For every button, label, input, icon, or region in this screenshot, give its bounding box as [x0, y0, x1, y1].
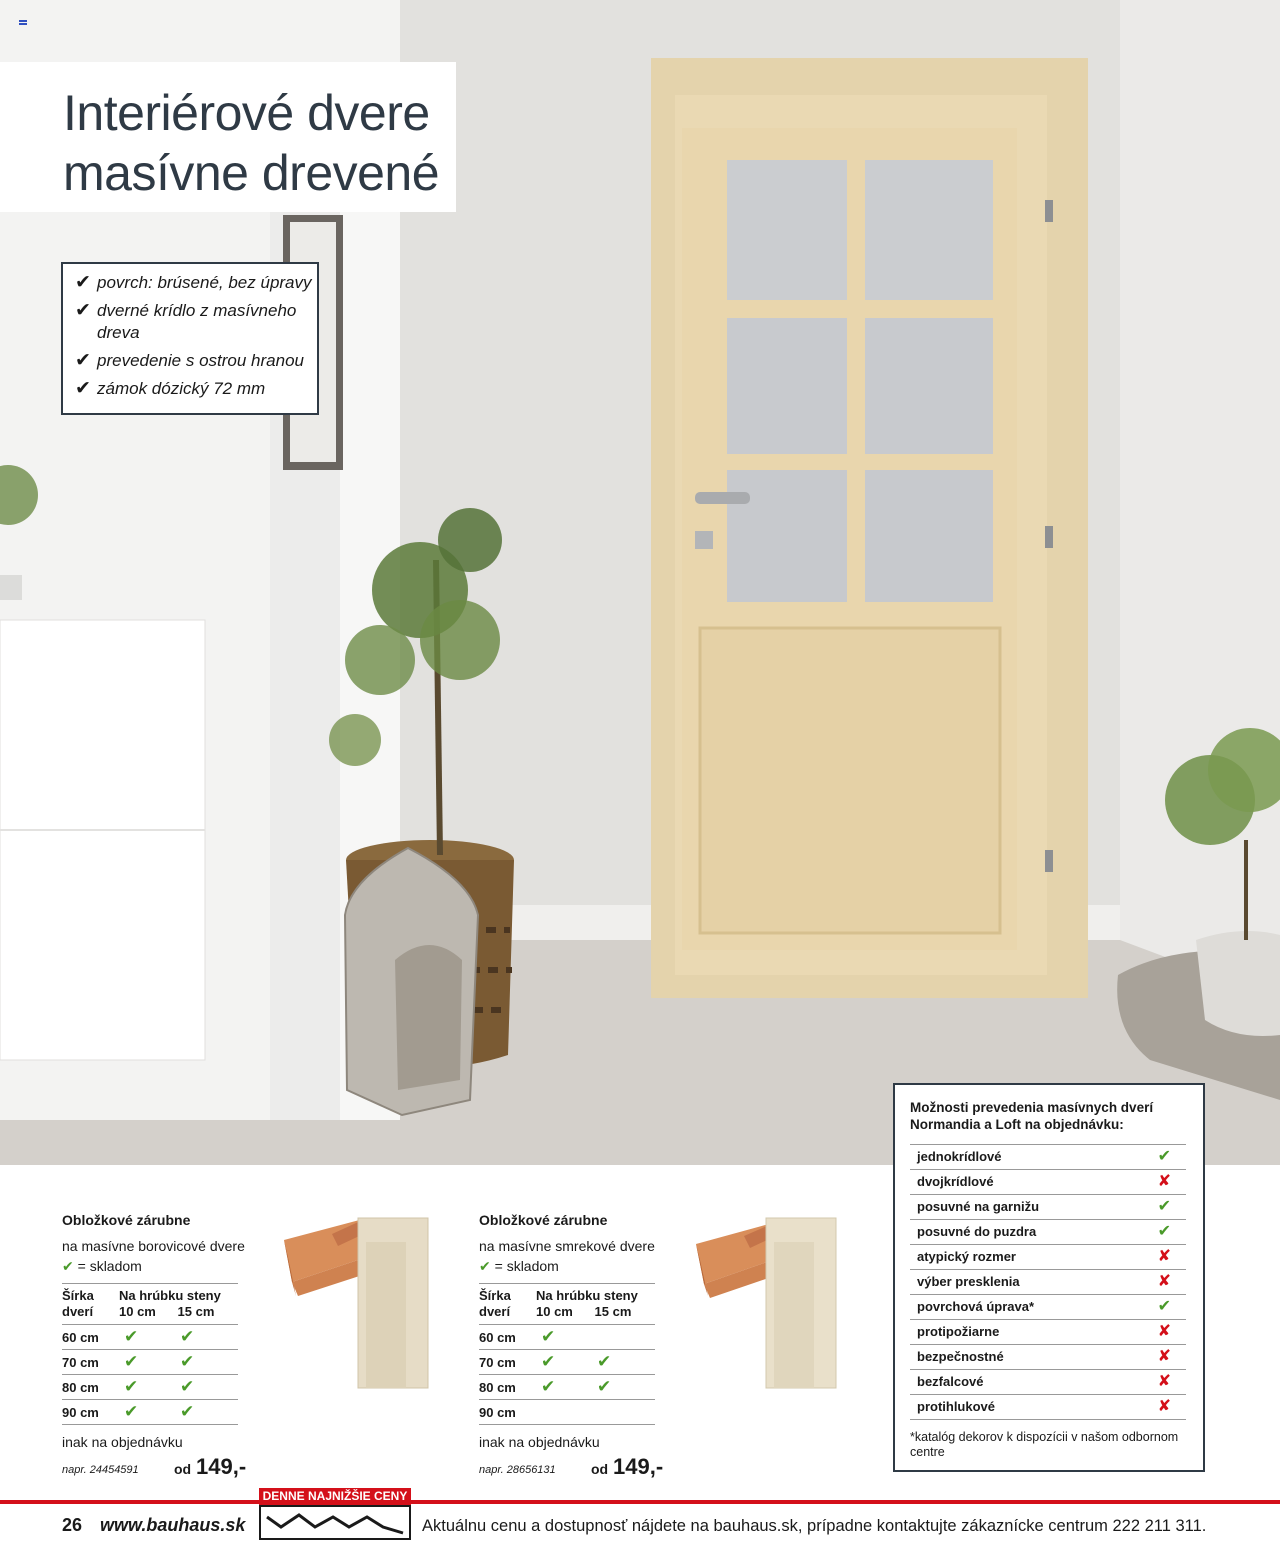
- cross-icon: ✘: [1157, 1348, 1171, 1365]
- cross-icon: ✘: [1157, 1173, 1171, 1190]
- cross-icon: ✘: [1157, 1373, 1171, 1390]
- feature-text: zámok dózický 72 mm: [97, 379, 266, 398]
- product-subtitle: na masívne smrekové dvere: [479, 1238, 655, 1254]
- option-row: [910, 1220, 1186, 1245]
- option-label: výber presklenia: [917, 1274, 1020, 1289]
- size-cell: 80 cm: [62, 1379, 99, 1395]
- thickness-10: 10 cm: [536, 1304, 573, 1319]
- options-heading: Možnosti prevedenia masívnych dverí Normandia a Loft na objednávku:: [910, 1100, 1154, 1132]
- feature-list: [61, 262, 319, 415]
- stock-legend: [479, 1258, 669, 1275]
- price-prefix: od: [591, 1461, 609, 1477]
- check-icon: ✔: [1157, 1298, 1171, 1315]
- check-icon: ✔: [1157, 1223, 1171, 1240]
- cross-icon: ✘: [1157, 1248, 1171, 1265]
- price-line: [479, 1456, 669, 1480]
- price: 149,-: [613, 1454, 664, 1479]
- option-row: [910, 1245, 1186, 1270]
- product-subtitle: na masívne borovicové dvere: [62, 1238, 245, 1254]
- website-link[interactable]: www.bauhaus.sk: [100, 1515, 246, 1535]
- check-icon: ✔: [124, 1327, 139, 1346]
- table-row: [62, 1375, 238, 1400]
- product-title: Obložkové zárubne: [479, 1212, 608, 1228]
- table-row: [62, 1400, 238, 1425]
- lowest-price-badge: [259, 1488, 411, 1540]
- options-box: [893, 1083, 1205, 1472]
- size-cell: 70 cm: [62, 1354, 99, 1370]
- option-row: [910, 1295, 1186, 1320]
- page-title-line-2: masívne drevené: [63, 145, 440, 201]
- price-trend-icon: [259, 1505, 411, 1540]
- check-icon: ✔: [180, 1377, 195, 1396]
- table-row: [479, 1350, 655, 1375]
- option-label: bezpečnostné: [917, 1349, 1004, 1364]
- feature-item: [75, 378, 317, 400]
- check-icon: ✔: [124, 1352, 139, 1371]
- price: 149,-: [196, 1454, 247, 1479]
- option-label: posuvné na garnižu: [917, 1199, 1040, 1214]
- badge-label: DENNE NAJNIŽŠIE CENY: [259, 1488, 411, 1505]
- product-block-pine: [62, 1212, 252, 1480]
- option-label: bezfalcové: [917, 1374, 984, 1389]
- check-icon: ✔: [541, 1327, 556, 1346]
- check-icon: ✔: [75, 350, 91, 371]
- check-icon: ✔: [597, 1352, 612, 1371]
- thickness-title: Na hrúbku steny: [536, 1288, 638, 1303]
- check-icon: ✔: [541, 1377, 556, 1396]
- table-row: [62, 1350, 238, 1375]
- check-icon: ✔: [180, 1327, 195, 1346]
- size-table: [479, 1283, 655, 1425]
- table-header: [479, 1284, 655, 1325]
- check-icon: ✔: [75, 378, 91, 399]
- check-icon: ✔: [75, 300, 91, 321]
- page-title-line-1: Interiérové dvere: [63, 85, 430, 141]
- check-icon: ✔: [597, 1377, 612, 1396]
- table-row: [62, 1325, 238, 1350]
- thickness-15: 15 cm: [177, 1304, 215, 1319]
- size-cell: 70 cm: [479, 1354, 516, 1370]
- options-footnote: *katalóg dekorov k dispozícii v našom odbornom centre: [910, 1430, 1179, 1459]
- thickness-10: 10 cm: [119, 1304, 156, 1319]
- check-icon: ✔: [124, 1377, 139, 1396]
- option-row: [910, 1345, 1186, 1370]
- check-icon: ✔: [1157, 1148, 1171, 1165]
- check-icon: ✔: [479, 1258, 491, 1274]
- option-row: [910, 1145, 1186, 1170]
- feature-text: dverné krídlo z masívneho dreva: [97, 301, 297, 342]
- price-prefix: od: [174, 1461, 192, 1477]
- size-table: [62, 1283, 238, 1425]
- check-icon: ✔: [1157, 1198, 1171, 1215]
- feature-item: [75, 350, 317, 372]
- stock-label: = skladom: [494, 1258, 559, 1274]
- col-thickness-header: [119, 1288, 221, 1324]
- footer-info-text: Aktuálnu cenu a dostupnosť nájdete na bauhaus.sk, prípadne kontaktujte zákaznícke centrum 222 211 311.: [422, 1517, 1207, 1535]
- table-row: [479, 1400, 655, 1425]
- size-cell: 60 cm: [62, 1329, 99, 1345]
- feature-item: [75, 272, 317, 294]
- door-frame-image-spruce: [688, 1212, 848, 1397]
- feature-text: prevedenie s ostrou hranou: [97, 351, 304, 370]
- product-title: Obložkové zárubne: [62, 1212, 191, 1228]
- size-cell: 90 cm: [62, 1404, 99, 1420]
- option-row: [910, 1395, 1186, 1420]
- check-icon: ✔: [62, 1258, 74, 1274]
- check-icon: ✔: [180, 1352, 195, 1371]
- feature-item: [75, 300, 317, 344]
- option-label: atypický rozmer: [917, 1249, 1016, 1264]
- options-list: [910, 1144, 1186, 1420]
- check-icon: ✔: [180, 1402, 195, 1421]
- cross-icon: ✘: [1157, 1323, 1171, 1340]
- option-label: povrchová úprava*: [917, 1299, 1035, 1314]
- option-label: jednokrídlové: [917, 1149, 1002, 1164]
- article-number: napr. 24454591: [62, 1464, 139, 1476]
- size-cell: 60 cm: [479, 1329, 516, 1345]
- check-icon: ✔: [541, 1352, 556, 1371]
- stock-label: = skladom: [77, 1258, 142, 1274]
- check-icon: ✔: [124, 1402, 139, 1421]
- product-block-spruce: [479, 1212, 669, 1480]
- door-frame-image-pine: [272, 1212, 432, 1397]
- thickness-title: Na hrúbku steny: [119, 1288, 221, 1303]
- stock-legend: [62, 1258, 252, 1275]
- option-label: posuvné do puzdra: [917, 1224, 1037, 1239]
- option-row: [910, 1195, 1186, 1220]
- option-row: [910, 1270, 1186, 1295]
- order-note: inak na objednávku: [479, 1434, 600, 1450]
- page-number: 26: [62, 1515, 83, 1535]
- language-flag-icon: [19, 20, 27, 25]
- size-cell: 90 cm: [479, 1404, 516, 1420]
- thickness-15: 15 cm: [594, 1304, 632, 1319]
- col-thickness-header: [536, 1288, 638, 1324]
- option-row: [910, 1170, 1186, 1195]
- cross-icon: ✘: [1157, 1273, 1171, 1290]
- size-cell: 80 cm: [479, 1379, 516, 1395]
- table-row: [479, 1375, 655, 1400]
- table-row: [479, 1325, 655, 1350]
- cross-icon: ✘: [1157, 1398, 1171, 1415]
- price-line: [62, 1456, 252, 1480]
- col-width-header: Šírka dverí: [62, 1288, 94, 1319]
- title-box: [0, 62, 456, 212]
- footer-rule: [0, 1500, 1280, 1504]
- option-label: protihlukové: [917, 1399, 996, 1414]
- order-note: inak na objednávku: [62, 1434, 183, 1450]
- option-row: [910, 1370, 1186, 1395]
- col-width-header: Šírka dverí: [479, 1288, 511, 1319]
- option-label: protipožiarne: [917, 1324, 1000, 1339]
- feature-text: povrch: brúsené, bez úpravy: [97, 273, 312, 292]
- option-label: dvojkrídlové: [917, 1174, 994, 1189]
- check-icon: ✔: [75, 272, 91, 293]
- option-row: [910, 1320, 1186, 1345]
- table-header: [62, 1284, 238, 1325]
- article-number: napr. 28656131: [479, 1464, 556, 1476]
